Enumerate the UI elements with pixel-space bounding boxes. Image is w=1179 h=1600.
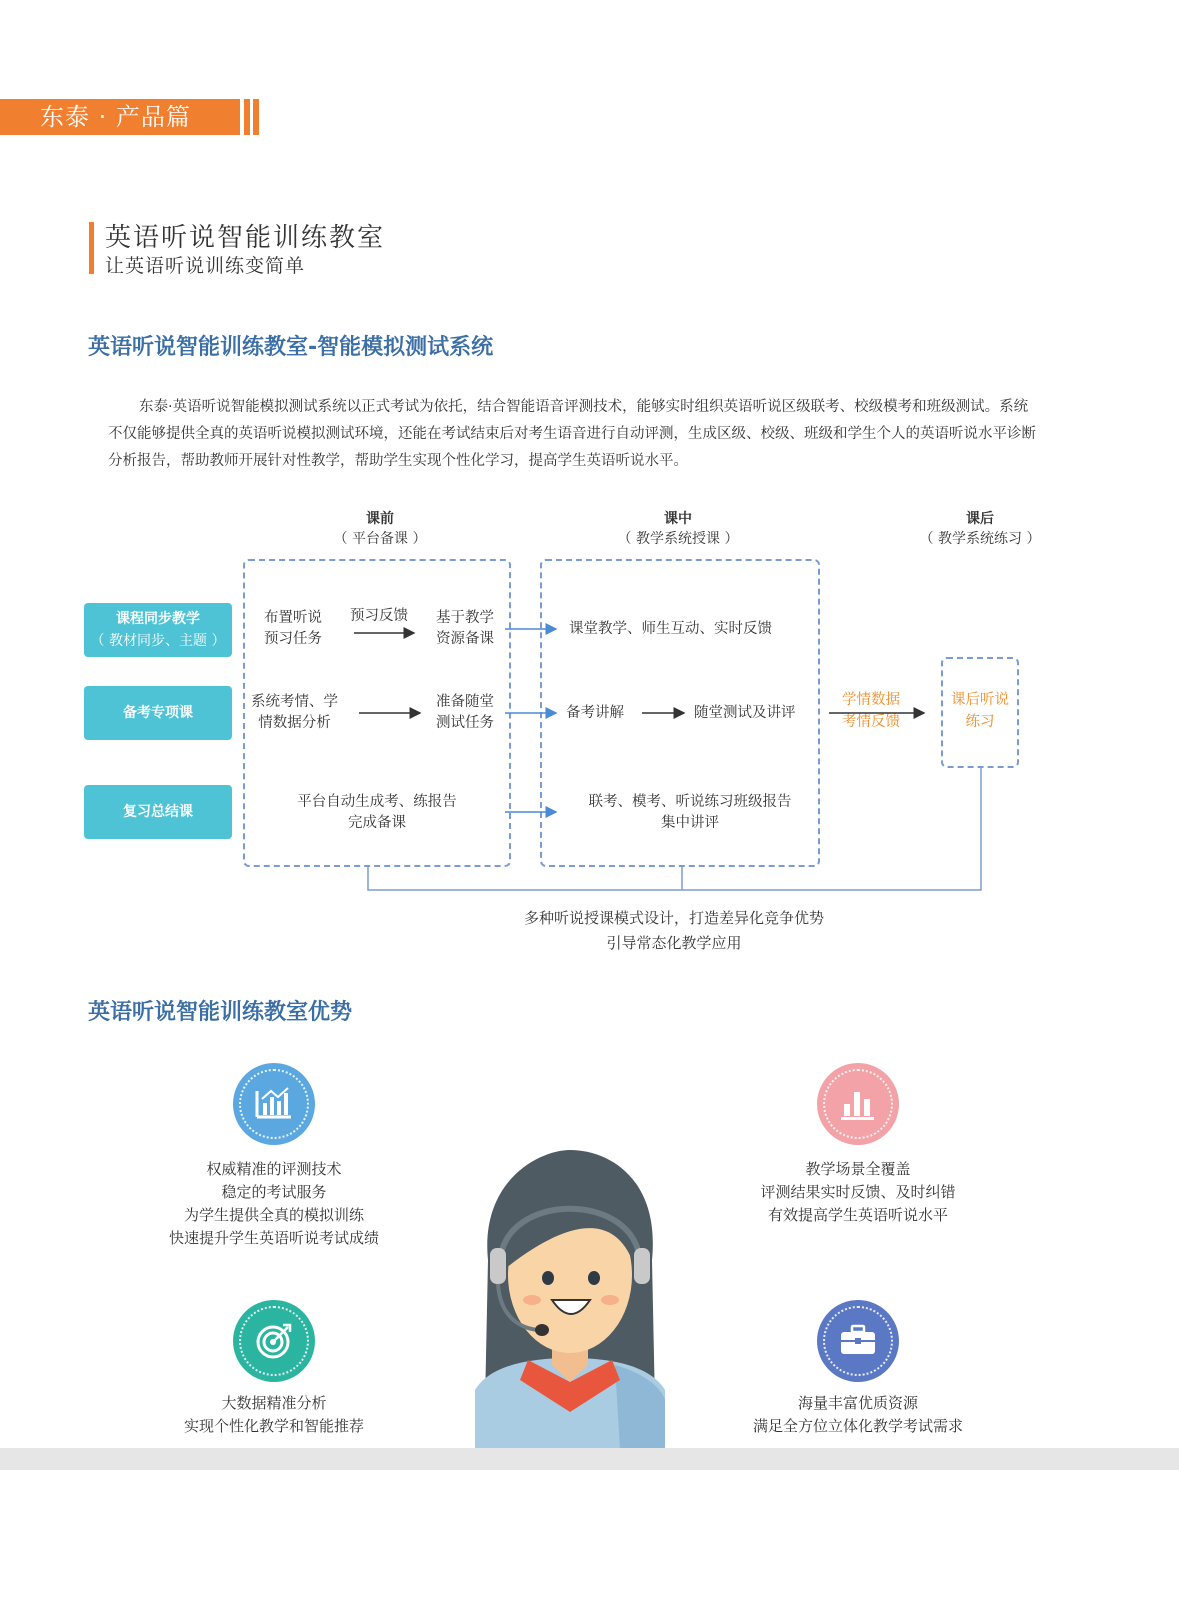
pre-assign-preview: 布置听说 预习任务 [264,610,322,647]
pre-resource-prep: 基于教学 资源备课 [436,610,494,647]
post-practice-label: 课后听说 练习 [951,692,1009,730]
pre-prepare-test: 准备随堂 测试任务 [436,694,494,731]
diagram-caption-1: 多种听说授课模式设计，打造差异化竞争优势 [523,909,824,927]
row-label-exam-prep: 备考专项课 [84,686,232,740]
advantage-text: 权威精准的评测技术 稳定的考试服务 为学生提供全真的模拟训练 快速提升学生英语听说考试成绩 [168,1160,379,1247]
headset-avatar-illustration [470,1150,670,1450]
advantage-text: 教学场景全覆盖 评测结果实时反馈、及时纠错 有效提高学生英语听说水平 [760,1160,956,1224]
mid-classroom-teaching: 课堂教学、师生互动、实时反馈 [569,621,772,637]
advantages-heading: 英语听说智能训练教室优势 [88,1000,353,1025]
bottom-connector [368,768,981,890]
mid-exam-explain: 备考讲解 [566,705,624,721]
row-label: 课程同步教学 [116,611,200,627]
page-footer-band [0,1448,1179,1470]
mid-quiz-review: 随堂测试及讲评 [694,705,796,721]
phase-subtitle: （ 教学系统练习 ） [919,531,1041,547]
phase-title: 课中 [664,511,692,527]
row-label-sub: （ 教材同步、主题 ） [90,633,226,649]
bar-chart-icon [817,1063,899,1145]
row-label-review: 复习总结课 [84,785,232,839]
feedback-label: 学情数据 考情反馈 [842,692,900,730]
briefcase-icon [817,1300,899,1382]
chart-icon [233,1063,315,1145]
system-paragraph: 东泰·英语听说智能模拟测试系统以正式考试为依托，结合智能语音评测技术，能够实时组织英语听说区级联考、校级模考和班级测试。系统不仅能够提供全真的英语听说模拟测试环境，还能在考试结束后对考生语音进行自动评测，生成区级、校级、班级和学生个人的英语听说水平诊断分析报告，帮助教师开展针对性教学，帮助学生实现个性化学习，提高学生英语听说水平。 [108,399,1036,469]
section-title: 英语听说智能训练教室 [105,223,386,253]
pre-auto-report: 平台自动生成考、练报告 完成备课 [297,794,457,831]
target-icon [233,1300,315,1382]
phase-subtitle: （ 平台备课 ） [333,531,427,547]
mid-class-report: 联考、模考、听说练习班级报告 集中讲评 [588,794,792,831]
advantage-text: 海量丰富优质资源 满足全方位立体化教学考试需求 [752,1394,963,1435]
phase-subtitle: （ 教学系统授课 ） [617,531,739,547]
pre-data-analysis: 系统考情、学 情数据分析 [251,694,338,731]
pre-preview-feedback: 预习反馈 [350,608,408,624]
section-subtitle: 让英语听说训练变简单 [105,255,306,277]
system-heading: 英语听说智能训练教室-智能模拟测试系统 [88,335,494,360]
phase-title: 课前 [366,511,394,527]
diagram-caption-2: 引导常态化教学应用 [606,934,742,952]
advantage-text: 大数据精准分析 实现个性化教学和智能推荐 [183,1394,364,1435]
header-tab-label: 东泰 · 产品篇 [40,103,191,131]
phase-title: 课后 [966,511,994,527]
